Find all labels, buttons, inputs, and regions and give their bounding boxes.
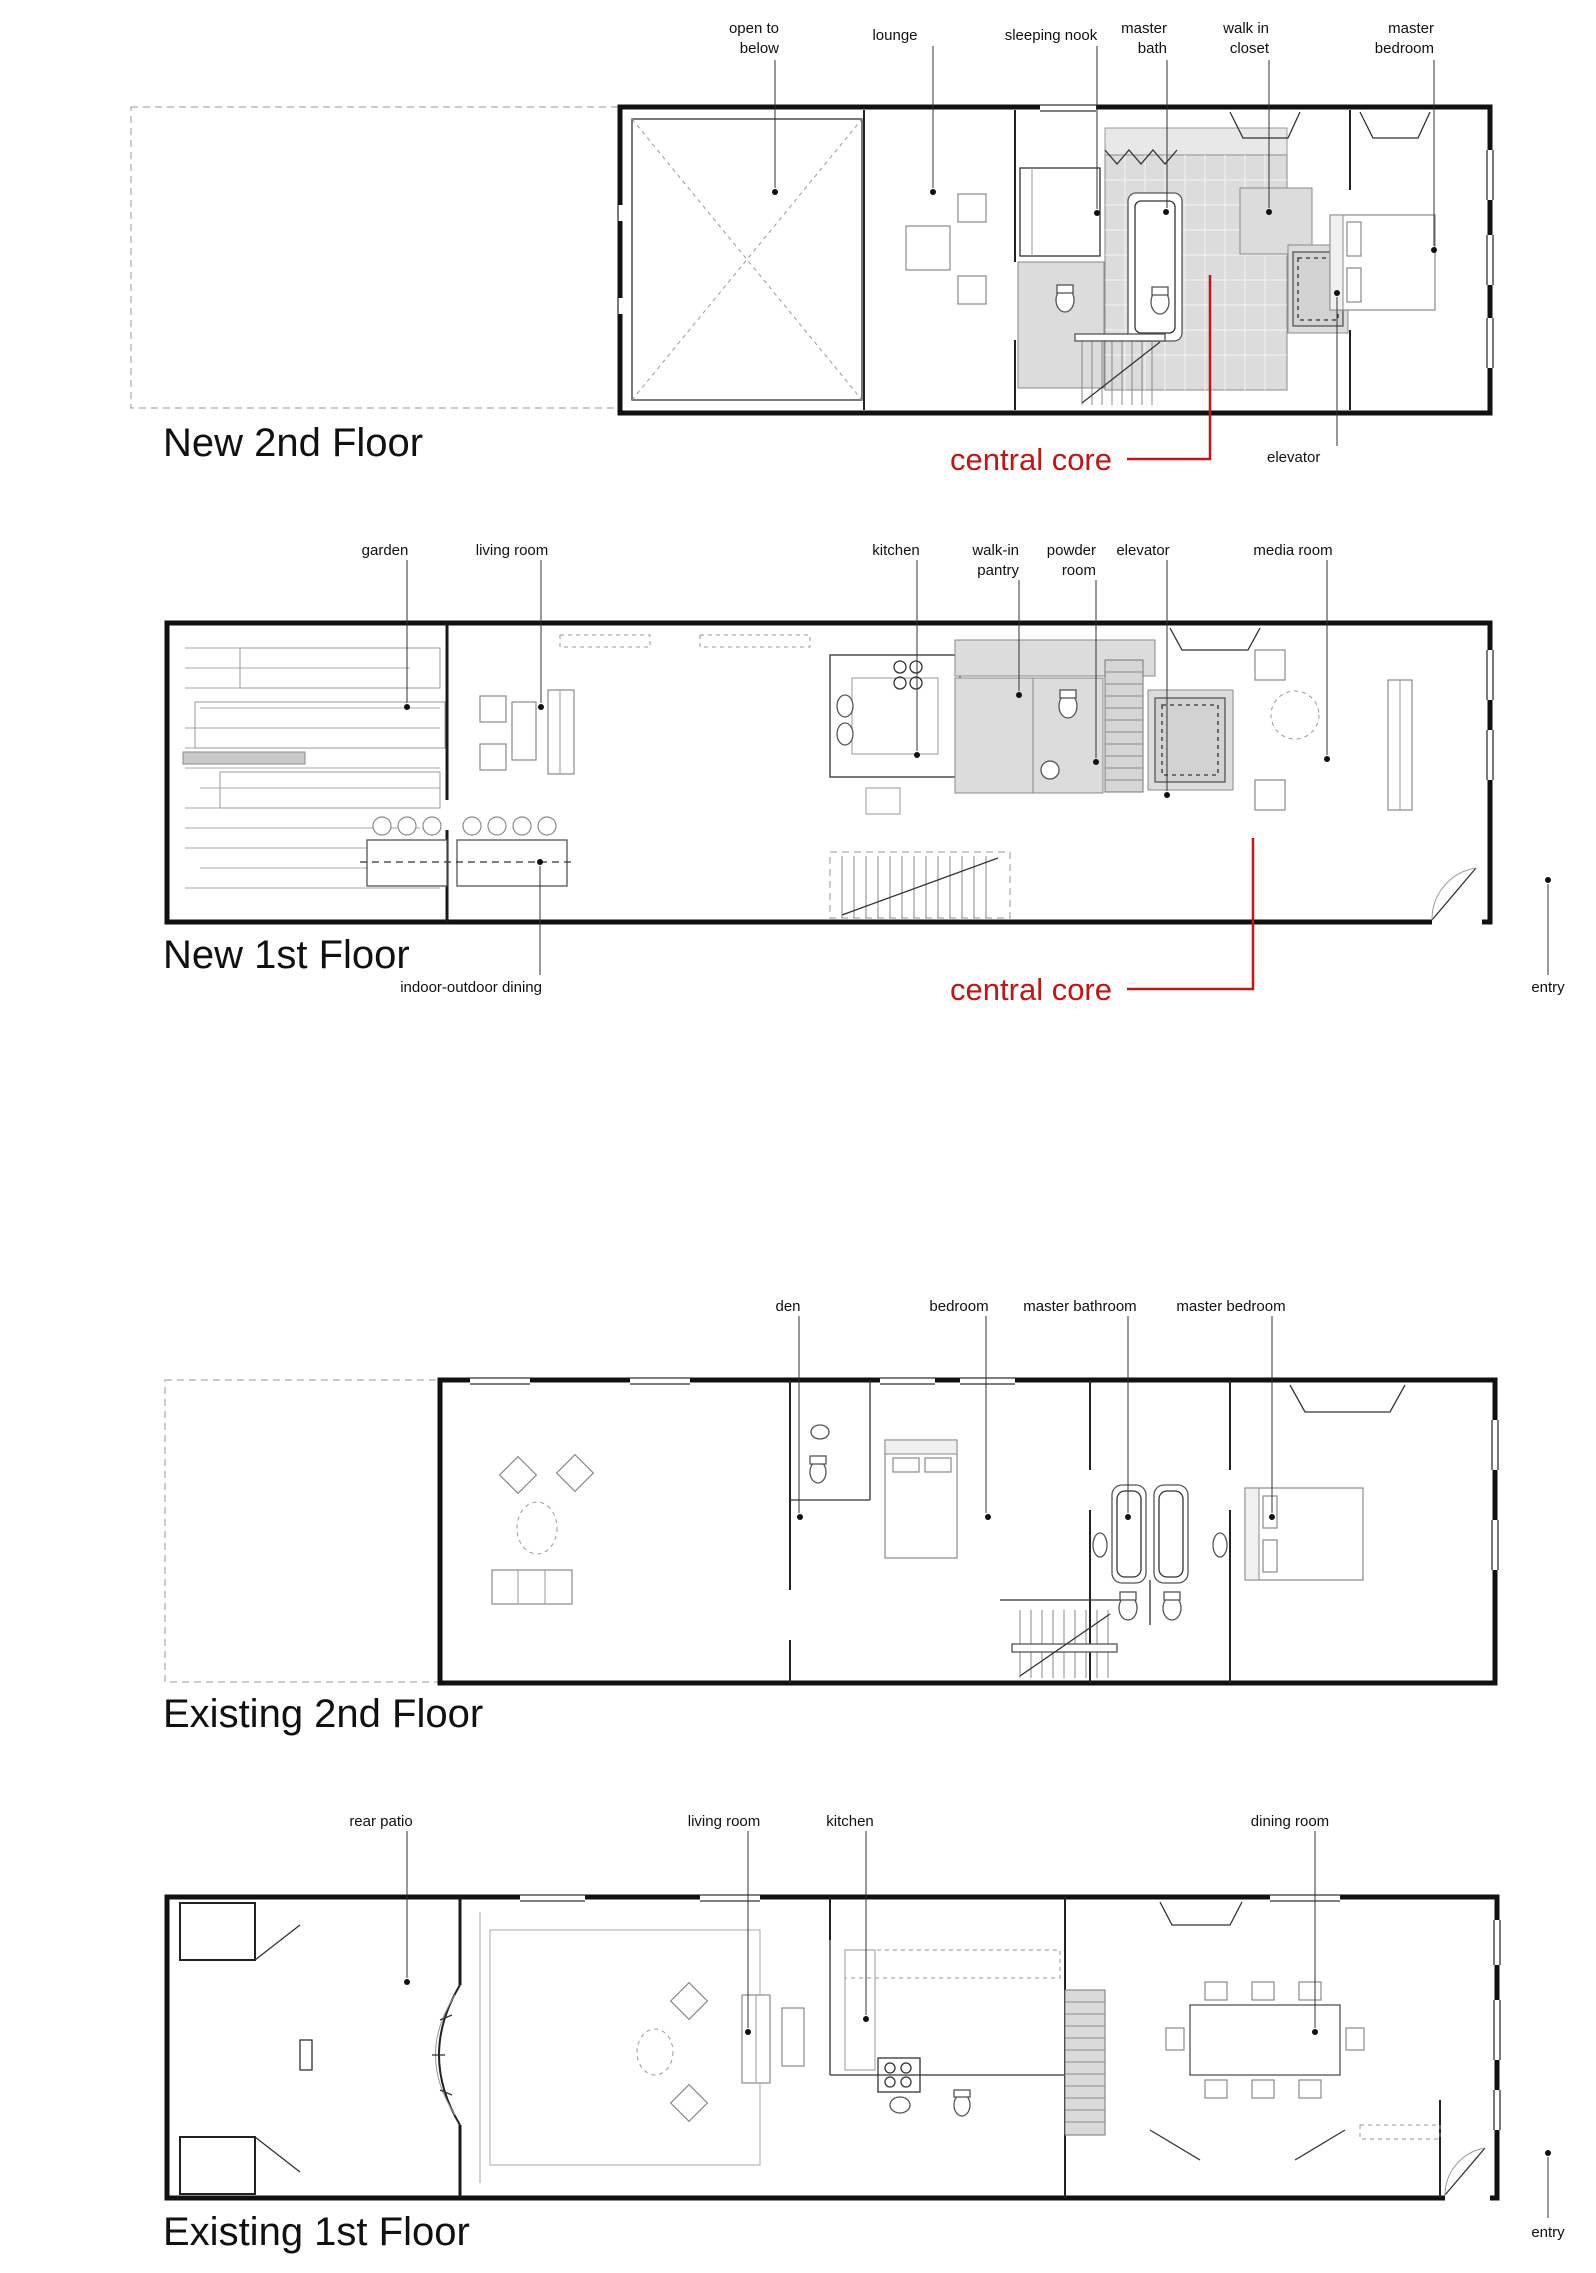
- bedroom-bed: [885, 1440, 957, 1558]
- label-walk-in-pantry-line1: walk-in: [972, 542, 1019, 559]
- label-living-room: living room: [475, 542, 549, 559]
- living-room-furniture: [637, 1983, 804, 2122]
- dining-room: [1150, 1982, 1364, 2160]
- label-master-bedroom-line2: bedroom: [1374, 40, 1434, 57]
- core-gray-areas: [955, 640, 1233, 793]
- sleeping-nook-room: [1020, 168, 1100, 256]
- label-kitchen: kitchen: [826, 1813, 874, 1830]
- lounge-furniture: [906, 194, 986, 304]
- label-dining-room: dining room: [1250, 1813, 1330, 1830]
- label-walk-in-closet-line1: walk in: [1223, 20, 1269, 37]
- floorplan-existing-1st: [163, 1813, 1565, 2254]
- label-master-bath-line2: bath: [1137, 40, 1167, 57]
- label-rear-patio: rear patio: [349, 1813, 413, 1830]
- hall-bath: [810, 1425, 829, 1483]
- label-elevator: elevator: [1267, 449, 1321, 466]
- label-powder-room-line2: room: [1061, 562, 1096, 579]
- label-master-bedroom: master bedroom: [1176, 1298, 1286, 1315]
- floorplan-new-1st: [163, 542, 1565, 1007]
- label-master-bathroom: master bathroom: [1023, 1298, 1137, 1315]
- label-walk-in-pantry-line2: pantry: [977, 562, 1019, 579]
- dining-tables: [360, 817, 575, 886]
- windows: [520, 1893, 1501, 2130]
- plan2-title: New 1st Floor: [163, 933, 410, 977]
- label-living-room: living room: [687, 1813, 761, 1830]
- label-bedroom: bedroom: [929, 1298, 989, 1315]
- floorplan-new-2nd: [131, 20, 1494, 477]
- plan4-leaders: [404, 1831, 1551, 2218]
- label-sleeping-nook: sleeping nook: [1004, 27, 1098, 44]
- label-walk-in-closet-line2: closet: [1229, 40, 1269, 57]
- central-core-annotation: central core: [950, 442, 1112, 477]
- entry-door: [1432, 868, 1482, 926]
- bathtub: [1128, 193, 1182, 341]
- media-room-furniture: [1255, 650, 1412, 810]
- label-master-bath-line1: master: [1121, 20, 1167, 37]
- curved-bay-window: [432, 1897, 460, 2198]
- stairs: [1012, 1610, 1117, 1678]
- master-bed: [1330, 215, 1435, 310]
- dashed-footprint: [165, 1380, 440, 1682]
- kitchen: [830, 1897, 1105, 2198]
- plan3-leaders: [797, 1316, 1275, 1520]
- label-powder-room-line1: powder: [1046, 542, 1096, 559]
- label-indoor-outdoor-dining: indoor-outdoor dining: [400, 979, 542, 996]
- label-open-to-below-line2: below: [739, 40, 779, 57]
- label-entry: entry: [1531, 2224, 1565, 2241]
- label-garden: garden: [361, 542, 409, 559]
- plan3-title: Existing 2nd Floor: [163, 1692, 484, 1736]
- label-open-to-below-line1: open to: [728, 20, 779, 37]
- open-to-below-room: [616, 119, 862, 400]
- master-bed: [1245, 1488, 1363, 1580]
- label-elevator: elevator: [1116, 542, 1170, 559]
- label-lounge: lounge: [872, 27, 918, 44]
- floorplan-existing-2nd: [163, 1298, 1499, 1736]
- label-entry: entry: [1531, 979, 1565, 996]
- label-kitchen: kitchen: [872, 542, 920, 559]
- plan4-title: Existing 1st Floor: [163, 2210, 470, 2254]
- central-core-annotation: central core: [950, 972, 1112, 1007]
- kitchen-island: [830, 655, 960, 814]
- dashed-footprint: [131, 107, 618, 408]
- central-core-leader: [1127, 838, 1253, 989]
- label-media-room: media room: [1253, 542, 1333, 559]
- label-den: den: [775, 1298, 801, 1315]
- living-room-furniture: [480, 690, 574, 774]
- bottom-stairs: [830, 852, 1010, 918]
- label-master-bedroom-line1: master: [1388, 20, 1434, 37]
- entry-door: [1360, 2100, 1490, 2201]
- den-furniture: [492, 1455, 593, 1604]
- rear-patio: [180, 1903, 760, 2194]
- plan1-title: New 2nd Floor: [163, 421, 424, 465]
